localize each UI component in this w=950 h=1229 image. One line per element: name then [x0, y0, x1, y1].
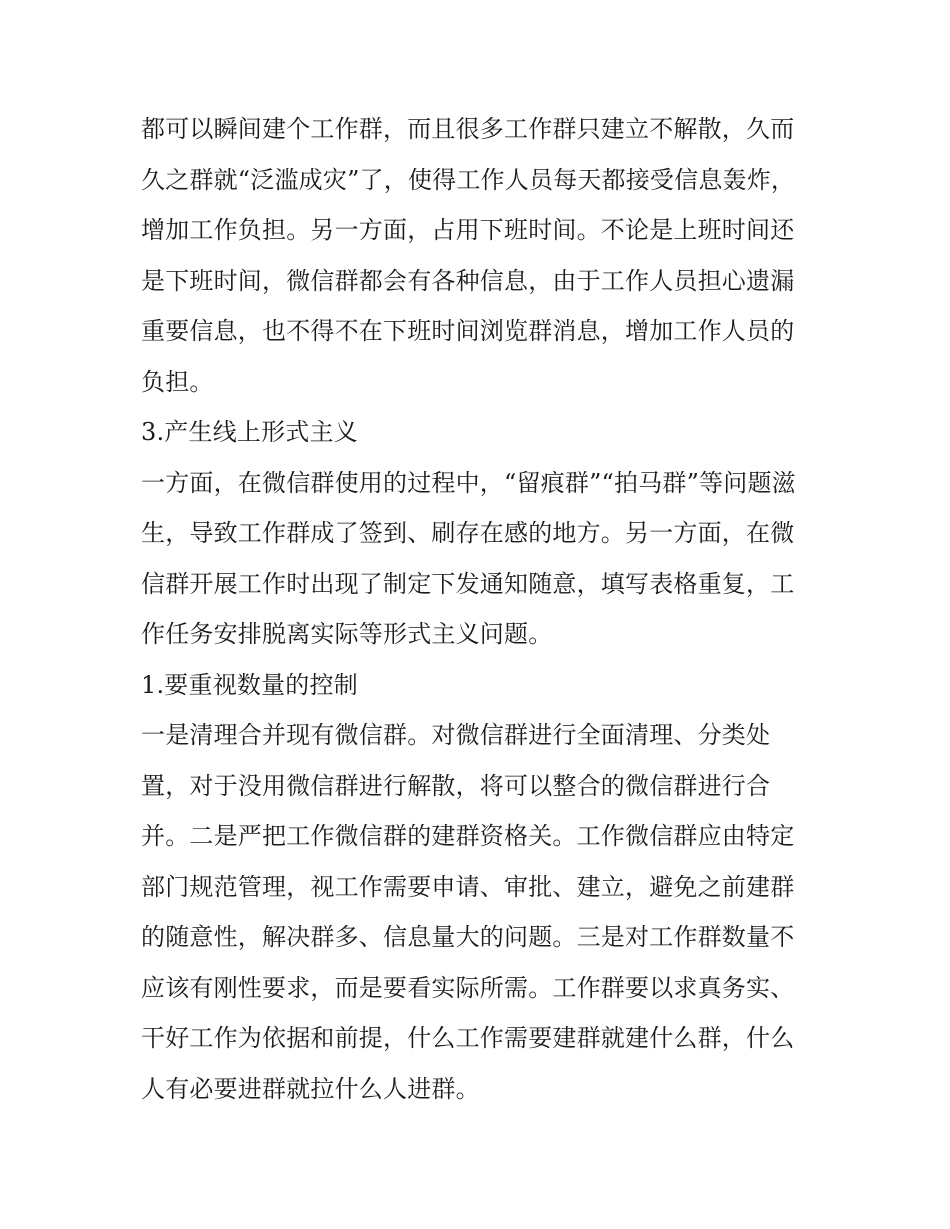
paragraph-line: 负担。 — [141, 367, 214, 396]
paragraph-line: 应该有刚性要求，而是要看实际所需。工作群要以求真务实、 — [141, 973, 795, 1002]
paragraph-line: 久之群就“泛滥成灾”了，使得工作人员每天都接受信息轰炸， — [141, 165, 796, 194]
paragraph-line: 重要信息，也不得不在下班时间浏览群消息，增加工作人员的 — [141, 317, 795, 345]
paragraph-line: 的随意性，解决群多、信息量大的问题。三是对工作群数量不 — [141, 923, 795, 951]
section-heading: 3.产生线上形式主义 — [141, 418, 358, 446]
paragraph-line: 一是清理合并现有微信群。对微信群进行全面清理、分类处 — [141, 721, 771, 749]
paragraph-line: 干好工作为依据和前提，什么工作需要建群就建什么群，什么 — [141, 1024, 795, 1052]
paragraph-line: 都可以瞬间建个工作群，而且很多工作群只建立不解散，久而 — [141, 115, 795, 143]
paragraph-line: 人有必要进群就拉什么人进群。 — [141, 1074, 480, 1103]
paragraph-line: 置，对于没用微信群进行解散，将可以整合的微信群进行合 — [141, 771, 771, 800]
paragraph-line: 生，导致工作群成了签到、刷存在感的地方。另一方面，在微 — [141, 519, 795, 547]
paragraph-line: 并。二是严把工作微信群的建群资格关。工作微信群应由特定 — [141, 822, 795, 850]
paragraph-line: 一方面，在微信群使用的过程中，“留痕群”“拍马群”等问题滋 — [141, 468, 796, 497]
paragraph-line: 信群开展工作时出现了制定下发通知随意，填写表格重复，工 — [141, 569, 795, 598]
document-body — [141, 104, 821, 1114]
section-heading: 1.要重视数量的控制 — [141, 670, 358, 699]
paragraph-line: 部门规范管理，视工作需要申请、审批、建立，避免之前建群 — [141, 872, 795, 901]
paragraph-line: 作任务安排脱离实际等形式主义问题。 — [141, 620, 553, 648]
paragraph-line: 增加工作负担。另一方面，占用下班时间。不论是上班时间还 — [141, 216, 795, 244]
paragraph-line: 是下班时间，微信群都会有各种信息，由于工作人员担心遗漏 — [141, 266, 795, 295]
